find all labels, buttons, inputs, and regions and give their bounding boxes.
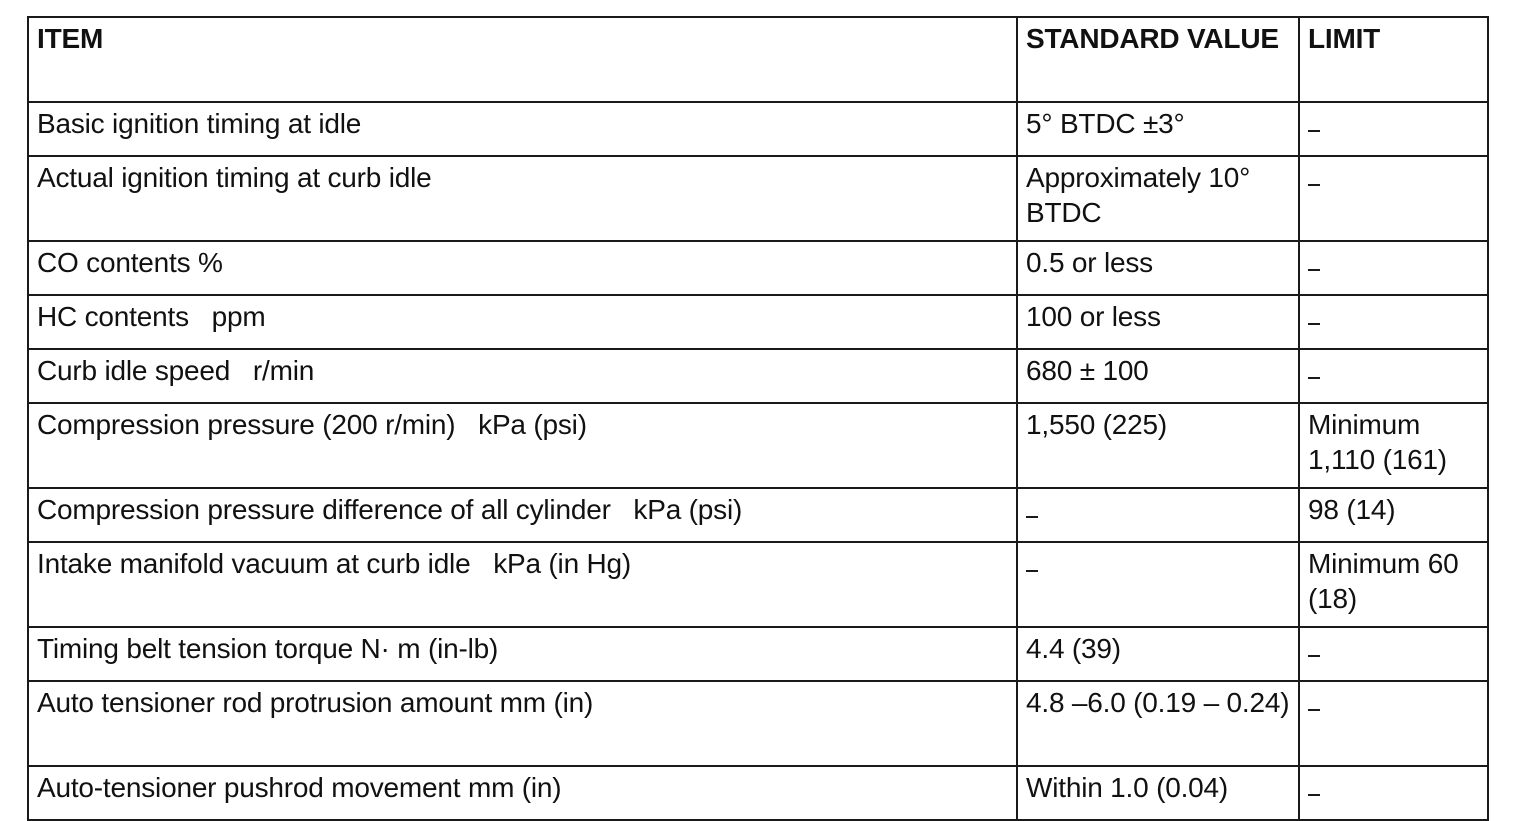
dash-mark <box>1308 655 1320 657</box>
cell-item: Compression pressure difference of all cylinder kPa (psi) <box>28 488 1017 542</box>
cell-item: CO contents % <box>28 241 1017 295</box>
cell-limit <box>1299 295 1488 349</box>
cell-standard-value: 4.4 (39) <box>1017 627 1299 681</box>
table-row <box>28 681 1488 766</box>
cell-standard-value: 0.5 or less <box>1017 241 1299 295</box>
cell-item: Timing belt tension torque N· m (in-lb) <box>28 627 1017 681</box>
cell-item: Actual ignition timing at curb idle <box>28 156 1017 241</box>
cell-limit <box>1299 102 1488 156</box>
cell-item: Compression pressure (200 r/min) kPa (psi) <box>28 403 1017 488</box>
cell-limit <box>1299 627 1488 681</box>
dash-mark <box>1308 709 1320 711</box>
cell-item: Auto tensioner rod protrusion amount mm (in) <box>28 681 1017 766</box>
table-row <box>28 627 1488 681</box>
table-row <box>28 403 1488 488</box>
header-standard-value: STANDARD VALUE <box>1017 17 1299 102</box>
specification-table <box>27 16 1489 821</box>
cell-item: Basic ignition timing at idle <box>28 102 1017 156</box>
dash-mark <box>1026 516 1038 518</box>
dash-mark <box>1308 377 1320 379</box>
table-row <box>28 542 1488 627</box>
dash-mark <box>1308 269 1320 271</box>
table-row <box>28 295 1488 349</box>
cell-item: Auto-tensioner pushrod movement mm (in) <box>28 766 1017 820</box>
dash-mark <box>1308 130 1320 132</box>
cell-standard-value: Within 1.0 (0.04) <box>1017 766 1299 820</box>
cell-item: HC contents ppm <box>28 295 1017 349</box>
table-row <box>28 241 1488 295</box>
cell-standard-value: 100 or less <box>1017 295 1299 349</box>
cell-standard-value <box>1017 488 1299 542</box>
header-limit: LIMIT <box>1299 17 1488 102</box>
table-header-row <box>28 17 1488 102</box>
cell-standard-value: Approximately 10° BTDC <box>1017 156 1299 241</box>
cell-limit <box>1299 349 1488 403</box>
cell-limit: 98 (14) <box>1299 488 1488 542</box>
cell-limit <box>1299 681 1488 766</box>
table-row <box>28 349 1488 403</box>
cell-standard-value: 680 ± 100 <box>1017 349 1299 403</box>
table-row <box>28 156 1488 241</box>
cell-limit <box>1299 156 1488 241</box>
dash-mark <box>1026 570 1038 572</box>
table-row <box>28 488 1488 542</box>
table-row <box>28 102 1488 156</box>
header-item: ITEM <box>28 17 1017 102</box>
cell-standard-value: 4.8 –6.0 (0.19 – 0.24) <box>1017 681 1299 766</box>
dash-mark <box>1308 794 1320 796</box>
cell-standard-value: 1,550 (225) <box>1017 403 1299 488</box>
cell-limit: Minimum 1,110 (161) <box>1299 403 1488 488</box>
dash-mark <box>1308 184 1320 186</box>
cell-standard-value: 5° BTDC ±3° <box>1017 102 1299 156</box>
dash-mark <box>1308 323 1320 325</box>
cell-item: Curb idle speed r/min <box>28 349 1017 403</box>
table-row <box>28 766 1488 820</box>
cell-limit: Minimum 60 (18) <box>1299 542 1488 627</box>
cell-item: Intake manifold vacuum at curb idle kPa (in Hg) <box>28 542 1017 627</box>
cell-limit <box>1299 241 1488 295</box>
cell-standard-value <box>1017 542 1299 627</box>
cell-limit <box>1299 766 1488 820</box>
